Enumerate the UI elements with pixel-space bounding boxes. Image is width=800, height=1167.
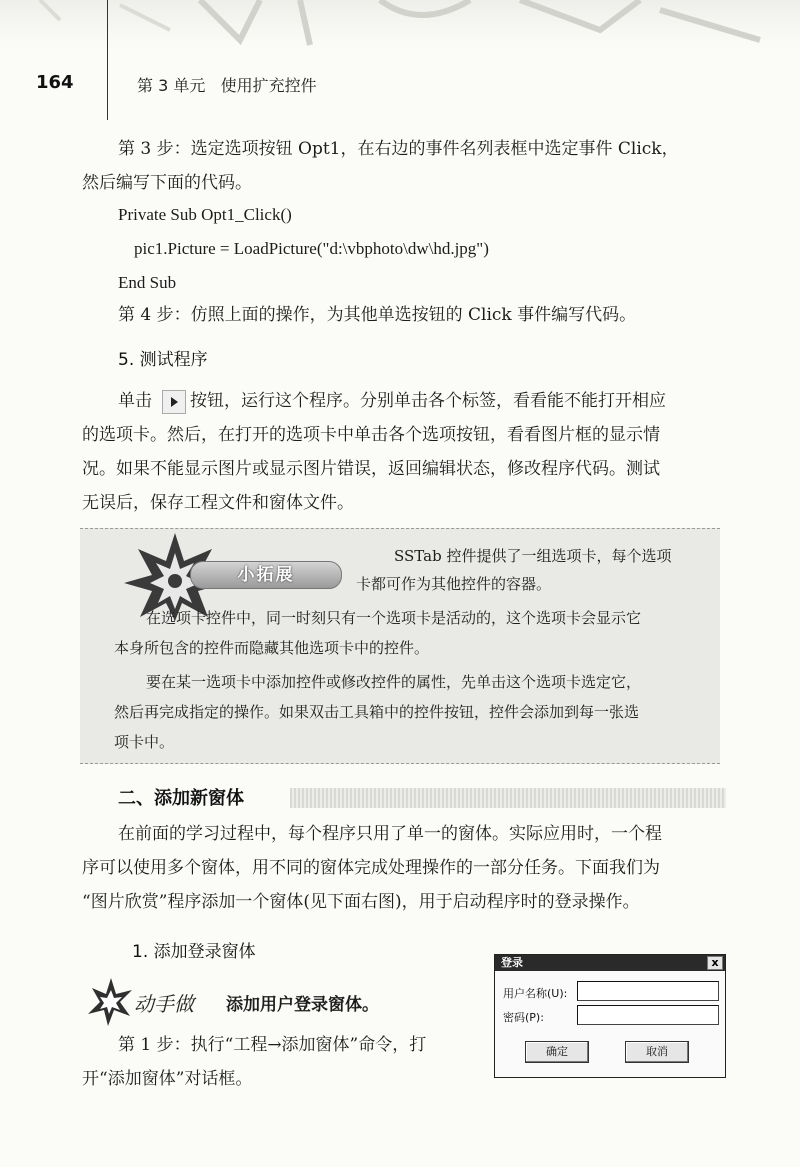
step1-line1: 第 1 步：执行“工程→添加窗体”命令，打 — [118, 1035, 427, 1055]
step1-line2: 开“添加窗体”对话框。 — [82, 1069, 253, 1089]
step3-line2: 然后编写下面的代码。 — [82, 173, 252, 193]
close-icon[interactable]: x — [707, 956, 723, 970]
code-line-3: End Sub — [118, 273, 177, 292]
section5-line1 — [118, 384, 666, 418]
section5-line1-before: 单击 — [118, 391, 152, 411]
doit-badge — [86, 976, 226, 1028]
run-button-icon — [162, 390, 186, 414]
code-line-2: pic1.Picture = LoadPicture("d:\vbphoto\dw\hd.jpg") — [134, 239, 489, 258]
header-decoration — [0, 0, 800, 50]
section5-line2: 的选项卡。然后，在打开的选项卡中单击各个选项按钮，看看图片框的显示情 — [82, 425, 660, 445]
section2-line3: “图片欣赏”程序添加一个窗体(见下面右图)，用于启动程序时的登录操作。 — [82, 892, 640, 912]
hand-star-icon — [86, 976, 136, 1028]
login-dialog — [494, 954, 726, 1078]
section-2-heading-bar — [290, 788, 726, 808]
section5-line3: 况。如果不能显示图片或显示图片错误，返回编辑状态，修改程序代码。测试 — [82, 459, 660, 479]
subsection-1-heading: 1. 添加登录窗体 — [132, 942, 256, 962]
extension-intro-line2: 卡都可作为其他控件的容器。 — [356, 575, 552, 593]
extension-para1-line2: 本身所包含的控件而隐藏其他选项卡中的控件。 — [114, 639, 430, 657]
header-divider — [107, 0, 108, 120]
unit-title: 第 3 单元 使用扩充控件 — [137, 76, 317, 95]
doit-label: 动手做 — [134, 992, 194, 1016]
extension-para2-line1: 要在某一选项卡中添加控件或修改控件的属性，先单击这个选项卡选定它， — [146, 673, 642, 691]
password-input[interactable] — [577, 1005, 719, 1025]
section2-line1: 在前面的学习过程中，每个程序只用了单一的窗体。实际应用时，一个程 — [118, 824, 662, 844]
extension-para2-line3: 项卡中。 — [114, 733, 175, 751]
section5-line4: 无误后，保存工程文件和窗体文件。 — [82, 493, 354, 513]
extension-intro-line1: SSTab 控件提供了一组选项卡，每个选项 — [394, 547, 672, 565]
step3-line1: 第 3 步：选定选项按钮 Opt1，在右边的事件名列表框中选定事件 Click， — [118, 139, 679, 159]
extension-box — [80, 528, 720, 764]
doit-title — [226, 990, 379, 1015]
section5-line1-after: 按钮，运行这个程序。分别单击各个标签，看看能不能打开相应 — [190, 391, 666, 411]
step4-text: 第 4 步：仿照上面的操作，为其他单选按钮的 Click 事件编写代码。 — [118, 305, 637, 325]
password-label: 密码(P): — [503, 1011, 544, 1024]
section-2-heading: 二、添加新窗体 — [118, 788, 244, 809]
username-input[interactable] — [577, 981, 719, 1001]
login-dialog-title: 登录 — [501, 956, 523, 969]
code-line-1: Private Sub Opt1_Click() — [118, 205, 292, 224]
login-dialog-titlebar — [495, 955, 725, 971]
extension-para1-line1: 在选项卡控件中，同一时刻只有一个选项卡是活动的，这个选项卡会显示它 — [146, 609, 642, 627]
extension-para2-line2: 然后再完成指定的操作。如果双击工具箱中的控件按钮，控件会添加到每一张选 — [114, 703, 640, 721]
header-scribble-graphic — [0, 0, 800, 50]
doit-title-text: 添加用户登录窗体。 — [226, 995, 379, 1015]
ok-button[interactable]: 确定 — [525, 1041, 589, 1063]
page-number: 164 — [36, 72, 74, 93]
extension-badge-label: 小拓展 — [190, 561, 342, 589]
section-5-heading: 5. 测试程序 — [118, 350, 208, 370]
username-label: 用户名称(U): — [503, 987, 568, 1000]
section2-line2: 序可以使用多个窗体，用不同的窗体完成处理操作的一部分任务。下面我们为 — [82, 858, 660, 878]
cancel-button[interactable]: 取消 — [625, 1041, 689, 1063]
